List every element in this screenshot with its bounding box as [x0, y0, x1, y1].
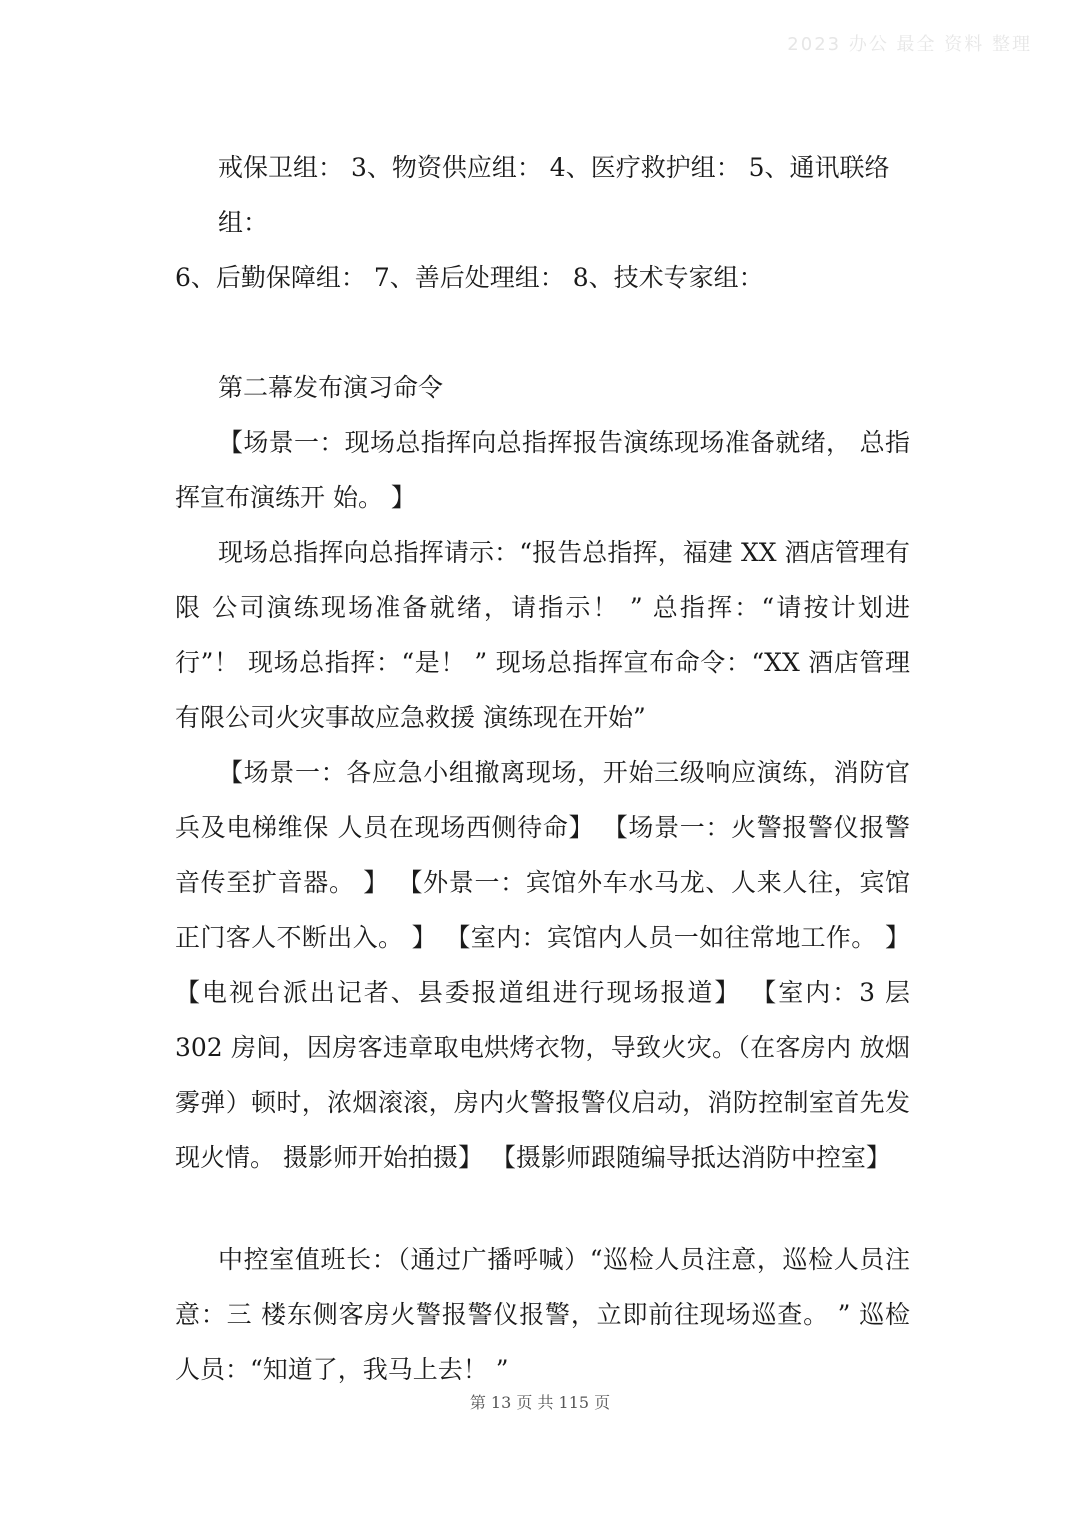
page-number: 第 13 页 共 115 页	[469, 1393, 611, 1412]
control-room-paragraph: 中控室值班长：（通过广播呼喊）“巡检人员注意，巡检人员注意：三 楼东侧客房火警报警仪报警，立即前往现场巡查。 ” 巡检人员：“知道了，我马上去！ ”	[175, 1245, 910, 1384]
scene-one-paragraph: 【场景一：现场总指挥向总指挥报告演练现场准备就绪， 总指挥宣布演练开 始。 】	[175, 428, 910, 512]
watermark: 2023 办公 最全 资料 整理	[787, 34, 1032, 55]
act-heading: 第二幕发布演习命令	[218, 373, 444, 402]
document-body	[175, 140, 910, 1397]
groups-line-1: 戒保卫组： 3、物资供应组： 4、医疗救护组： 5、通讯联络组：	[218, 153, 890, 237]
groups-line-2: 6、后勤保障组： 7、善后处理组： 8、技术专家组：	[175, 263, 764, 292]
evacuation-paragraph: 【场景一：各应急小组撤离现场，开始三级响应演练，消防官兵及电梯维保 人员在现场西侧待命】 【场景一：火警报警仪报警音传至扩音器。 】 【外景一：宾馆外车水马龙、人来人往，宾馆正门客人不断出入。 】 【室内：宾馆内人员一如往常地工作。 】 【电视台派出记者、县委报道组进行现场报道】 【室内：3 层 302 房间，因房客违章取电烘烤衣物，导致火灾。（在客房内 放烟雾弹）顿时，浓烟滚滚，房内火警报警仪启动，消防控制室首先发现火情。 摄影师开始拍摄】 【摄影师跟随编导抵达消防中控室】	[175, 758, 910, 1172]
report-paragraph: 现场总指挥向总指挥请示：“报告总指挥，福建 XX 酒店管理有限 公司演练现场准备就绪，请指示！ ” 总指挥：“请按计划进行”！ 现场总指挥：“是！ ” 现场总指挥宣布命令：“XX 酒店管理有限公司火灾事故应急救援 演练现在开始”	[175, 538, 910, 732]
